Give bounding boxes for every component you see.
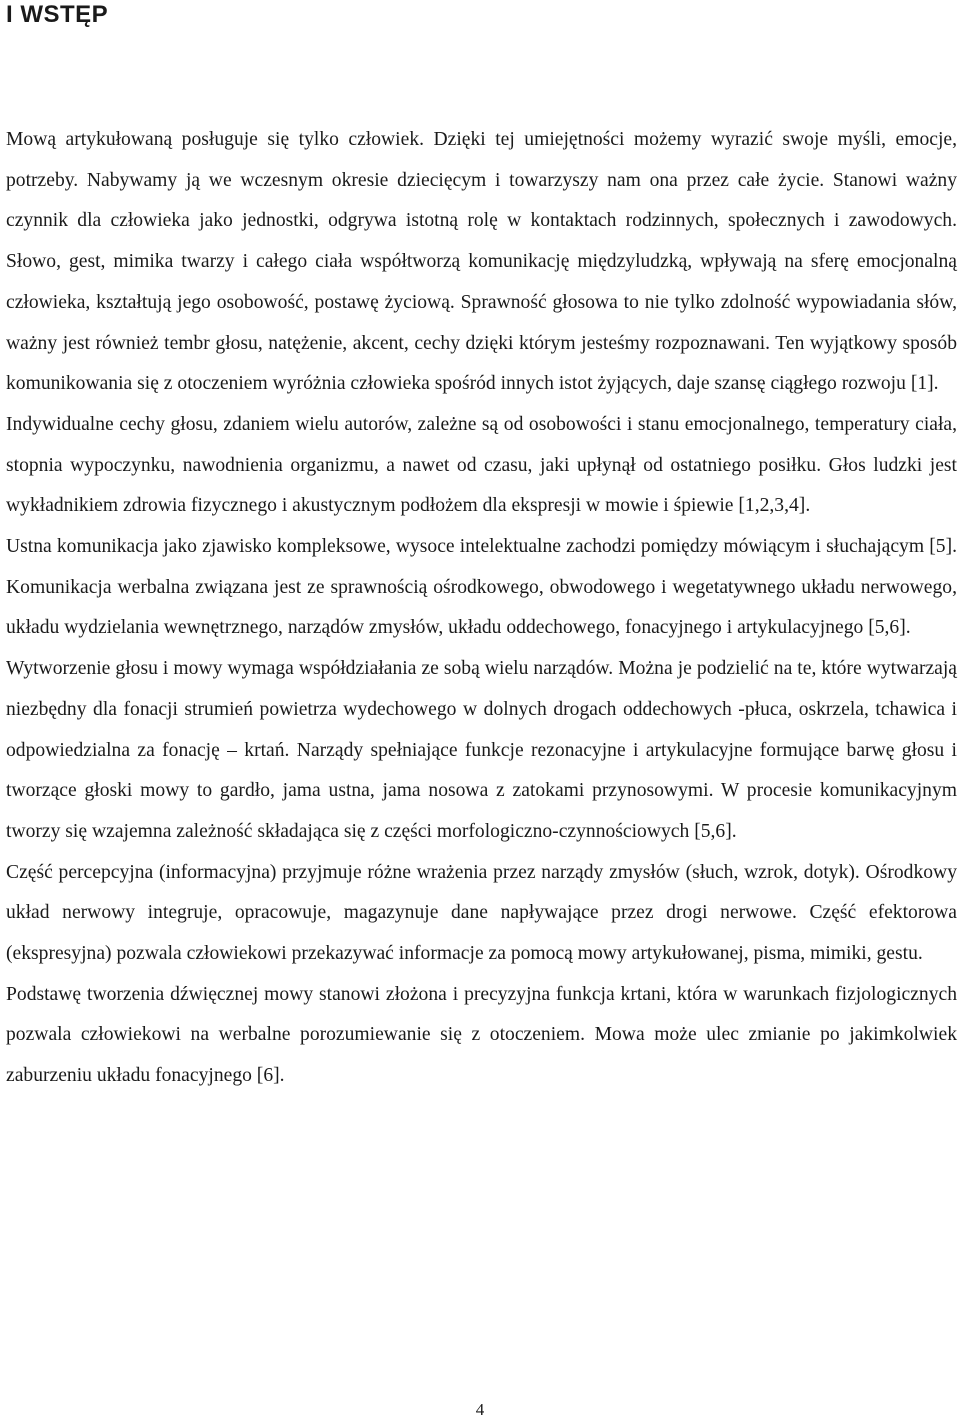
paragraph: Podstawę tworzenia dźwięcznej mowy stanowi złożona i precyzyjna funkcja krtani, która w warunkach fizjologicznych pozwala człowiekowi na werbalne porozumiewanie się z otoczeniem. Mowa może ulec zmianie po jakimkolwiek zaburzeniu układu fonacyjnego [6]. (6, 983, 957, 1087)
paragraph: Indywidualne cechy głosu, zdaniem wielu autorów, zależne są od osobowości i stanu emocjonalnego, temperatury ciała, stopnia wypoczynku, nawodnienia organizmu, a nawet od czasu, jaki upłynął od ostatniego posiłku. Głos ludzki jest wykładnikiem zdrowia fizycznego i akustycznym podłożem dla ekspresji w mowie i śpiewie [1,2,3,4]. (6, 413, 957, 517)
body-text (6, 120, 957, 1097)
paragraph: Wytworzenie głosu i mowy wymaga współdziałania ze sobą wielu narządów. Można je podzielić na te, które wytwarzają niezbędny dla fonacji strumień powietrza wydechowego w dolnych drogach oddechowych -płuca, oskrzela, tchawica i odpowiedzialna za fonację – krtań. Narządy spełniające funkcje rezonacyjne i artykulacyjne formujące barwę głosu i tworzące głoski mowy to gardło, jama ustna, jama nosowa z zatokami przynosowymi. W procesie komunikacyjnym tworzy się wzajemna zależność składająca się z części morfologiczno-czynnościowych [5,6]. (6, 658, 957, 842)
paragraph: Mową artykułowaną posługuje się tylko człowiek. Dzięki tej umiejętności możemy wyrazić swoje myśli, emocje, potrzeby. Nabywamy ją we wczesnym okresie dziecięcym i towarzyszy nam ona przez całe życie. Stanowi ważny czynnik dla człowieka jako jednostki, odgrywa istotną rolę w kontaktach rodzinnych, społecznych i zawodowych. Słowo, gest, mimika twarzy i całego ciała współtworzą komunikację międzyludzką, wpływają na sferę emocjonalną człowieka, kształtują jego osobowość, postawę życiową. Sprawność głosowa to nie tylko zdolność wypowiadania słów, ważny jest również tembr głosu, natężenie, akcent, cechy dzięki którym jesteśmy rozpoznawani. Ten wyjątkowy sposób komunikowania się z otoczeniem wyróżnia człowieka spośród innych istot żyjących, daje szansę ciągłego rozwoju [1]. (6, 129, 957, 395)
page-number: 4 (475, 1400, 485, 1419)
paragraph: Część percepcyjna (informacyjna) przyjmuje różne wrażenia przez narządy zmysłów (słuch, wzrok, dotyk). Ośrodkowy układ nerwowy integruje, opracowuje, magazynuje dane napływające przez drogi nerwowe. Część efektorowa (ekspresyjna) pozwala człowiekowi przekazywać informacje za pomocą mowy artykułowanej, pisma, mimiki, gestu. (6, 861, 957, 965)
paragraph: Ustna komunikacja jako zjawisko kompleksowe, wysoce intelektualne zachodzi pomiędzy mówiącym i słuchającym [5]. Komunikacja werbalna związana jest ze sprawnością ośrodkowego, obwodowego i wegetatywnego układu nerwowego, układu wydzielania wewnętrznego, narządów zmysłów, układu oddechowego, fonacyjnego i artykulacyjnego [5,6]. (6, 536, 957, 639)
section-heading: I WSTĘP (6, 1, 109, 28)
